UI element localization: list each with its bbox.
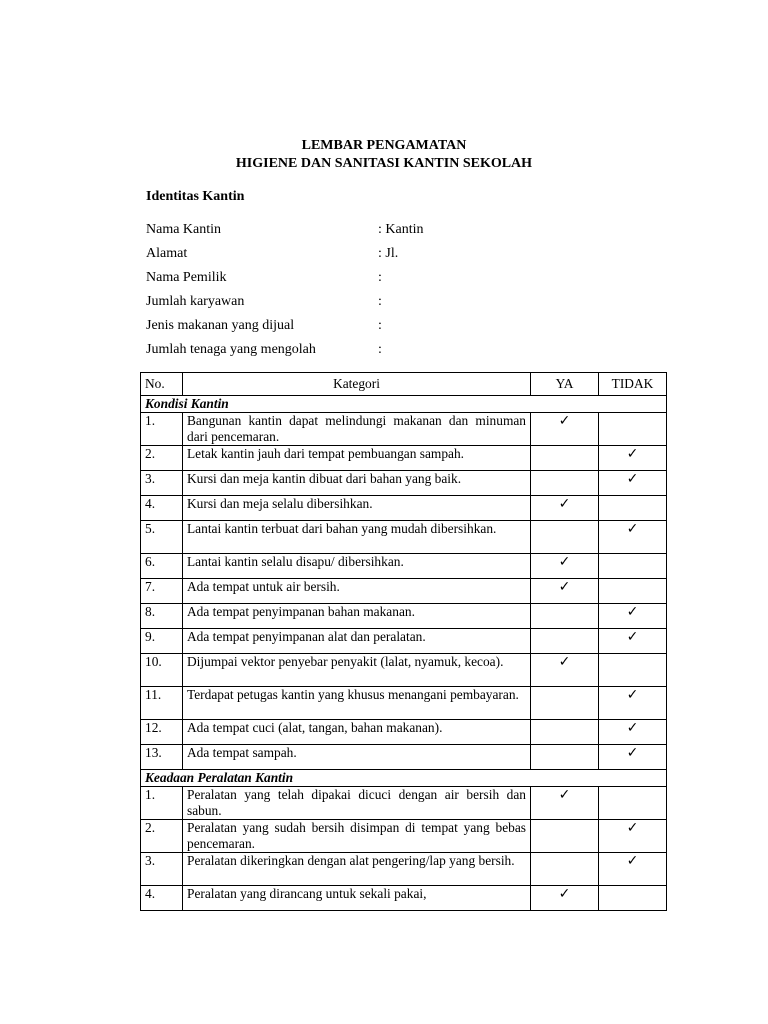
header-tidak: TIDAK bbox=[599, 373, 667, 396]
check-icon: ✓ bbox=[626, 446, 639, 462]
tidak-cell bbox=[599, 471, 667, 496]
check-icon: ✓ bbox=[558, 886, 571, 902]
table-row bbox=[141, 787, 667, 820]
check-icon: ✓ bbox=[626, 745, 639, 761]
row-number: 11. bbox=[141, 687, 183, 720]
row-number: 5. bbox=[141, 521, 183, 554]
ya-cell bbox=[531, 579, 599, 604]
row-number: 1. bbox=[141, 787, 183, 820]
table-row bbox=[141, 446, 667, 471]
tidak-cell bbox=[599, 579, 667, 604]
check-icon: ✓ bbox=[558, 787, 571, 803]
tidak-cell bbox=[599, 604, 667, 629]
check-icon: ✓ bbox=[626, 471, 639, 487]
tidak-cell bbox=[599, 554, 667, 579]
row-number: 9. bbox=[141, 629, 183, 654]
row-description: Terdapat petugas kantin yang khusus menangani pembayaran. bbox=[183, 687, 531, 720]
row-description: Lantai kantin selalu disapu/ dibersihkan. bbox=[183, 554, 531, 579]
ya-cell bbox=[531, 745, 599, 770]
check-icon: ✓ bbox=[626, 853, 639, 869]
table-header-row bbox=[141, 373, 667, 396]
ya-cell bbox=[531, 413, 599, 446]
ya-cell bbox=[531, 471, 599, 496]
check-icon: ✓ bbox=[626, 521, 639, 537]
table-row bbox=[141, 554, 667, 579]
document-title: LEMBAR PENGAMATAN bbox=[301, 138, 467, 153]
row-description: Ada tempat penyimpanan alat dan peralatan. bbox=[183, 629, 531, 654]
tidak-cell bbox=[599, 521, 667, 554]
tidak-cell bbox=[599, 496, 667, 521]
tidak-cell bbox=[599, 654, 667, 687]
identitas-value: : bbox=[378, 318, 382, 333]
row-number: 12. bbox=[141, 720, 183, 745]
table-row bbox=[141, 720, 667, 745]
identitas-label: Alamat bbox=[146, 246, 188, 261]
ya-cell bbox=[531, 886, 599, 911]
row-number: 7. bbox=[141, 579, 183, 604]
row-number: 2. bbox=[141, 446, 183, 471]
identitas-heading: Identitas Kantin bbox=[146, 189, 245, 204]
table-row bbox=[141, 604, 667, 629]
row-description: Peralatan yang sudah bersih disimpan di tempat yang bebas pencemaran. bbox=[183, 820, 531, 853]
check-icon: ✓ bbox=[626, 629, 639, 645]
check-icon: ✓ bbox=[558, 579, 571, 595]
identitas-label: Nama Kantin bbox=[146, 222, 222, 237]
table-row bbox=[141, 413, 667, 446]
tidak-cell bbox=[599, 720, 667, 745]
row-number: 4. bbox=[141, 496, 183, 521]
row-description: Kursi dan meja selalu dibersihkan. bbox=[183, 496, 531, 521]
table-row bbox=[141, 521, 667, 554]
ya-cell bbox=[531, 521, 599, 554]
check-icon: ✓ bbox=[558, 413, 571, 429]
header-kategori: Kategori bbox=[183, 373, 531, 396]
tidak-cell bbox=[599, 853, 667, 886]
ya-cell bbox=[531, 820, 599, 853]
row-description: Letak kantin jauh dari tempat pembuangan sampah. bbox=[183, 446, 531, 471]
row-number: 4. bbox=[141, 886, 183, 911]
tidak-cell bbox=[599, 687, 667, 720]
table-row bbox=[141, 579, 667, 604]
row-description: Peralatan yang dirancang untuk sekali pakai, bbox=[183, 886, 531, 911]
check-icon: ✓ bbox=[626, 720, 639, 736]
table-row bbox=[141, 496, 667, 521]
section-row bbox=[141, 396, 667, 413]
ya-cell bbox=[531, 720, 599, 745]
row-description: Peralatan yang telah dipakai dicuci dengan air bersih dan sabun. bbox=[183, 787, 531, 820]
row-description: Lantai kantin terbuat dari bahan yang mudah dibersihkan. bbox=[183, 521, 531, 554]
check-icon: ✓ bbox=[626, 687, 639, 703]
identitas-label: Jumlah karyawan bbox=[146, 294, 245, 309]
row-number: 2. bbox=[141, 820, 183, 853]
identitas-value: : bbox=[378, 342, 382, 357]
identitas-label: Nama Pemilik bbox=[146, 270, 227, 285]
row-number: 1. bbox=[141, 413, 183, 446]
row-description: Bangunan kantin dapat melindungi makanan dan minuman dari pencemaran. bbox=[183, 413, 531, 446]
row-number: 13. bbox=[141, 745, 183, 770]
identitas-value: : bbox=[378, 294, 382, 309]
table-body bbox=[141, 396, 667, 911]
row-description: Dijumpai vektor penyebar penyakit (lalat, nyamuk, kecoa). bbox=[183, 654, 531, 687]
row-description: Ada tempat cuci (alat, tangan, bahan makanan). bbox=[183, 720, 531, 745]
table-row bbox=[141, 471, 667, 496]
identitas-value: : bbox=[378, 270, 382, 285]
check-icon: ✓ bbox=[558, 554, 571, 570]
table-row bbox=[141, 853, 667, 886]
check-icon: ✓ bbox=[626, 604, 639, 620]
table-row bbox=[141, 820, 667, 853]
tidak-cell bbox=[599, 820, 667, 853]
ya-cell bbox=[531, 654, 599, 687]
tidak-cell bbox=[599, 629, 667, 654]
section-row bbox=[141, 770, 667, 787]
row-description: Ada tempat sampah. bbox=[183, 745, 531, 770]
ya-cell bbox=[531, 853, 599, 886]
identitas-label: Jenis makanan yang dijual bbox=[146, 318, 295, 333]
row-description: Ada tempat untuk air bersih. bbox=[183, 579, 531, 604]
row-description: Peralatan dikeringkan dengan alat pengering/lap yang bersih. bbox=[183, 853, 531, 886]
section-title: Keadaan Peralatan Kantin bbox=[141, 770, 667, 787]
table-row bbox=[141, 687, 667, 720]
section-title: Kondisi Kantin bbox=[141, 396, 667, 413]
ya-cell bbox=[531, 629, 599, 654]
check-icon: ✓ bbox=[626, 820, 639, 836]
table-row bbox=[141, 629, 667, 654]
ya-cell bbox=[531, 446, 599, 471]
tidak-cell bbox=[599, 787, 667, 820]
table-row bbox=[141, 654, 667, 687]
ya-cell bbox=[531, 554, 599, 579]
row-number: 10. bbox=[141, 654, 183, 687]
tidak-cell bbox=[599, 413, 667, 446]
observation-table bbox=[140, 372, 667, 911]
tidak-cell bbox=[599, 886, 667, 911]
row-description: Ada tempat penyimpanan bahan makanan. bbox=[183, 604, 531, 629]
row-description: Kursi dan meja kantin dibuat dari bahan yang baik. bbox=[183, 471, 531, 496]
tidak-cell bbox=[599, 446, 667, 471]
row-number: 3. bbox=[141, 471, 183, 496]
ya-cell bbox=[531, 687, 599, 720]
ya-cell bbox=[531, 604, 599, 629]
table-row bbox=[141, 745, 667, 770]
identitas-value: : Kantin bbox=[378, 222, 424, 237]
identitas-label: Jumlah tenaga yang mengolah bbox=[146, 342, 316, 357]
tidak-cell bbox=[599, 745, 667, 770]
header-ya: YA bbox=[531, 373, 599, 396]
header-no: No. bbox=[141, 373, 183, 396]
ya-cell bbox=[531, 787, 599, 820]
ya-cell bbox=[531, 496, 599, 521]
table-row bbox=[141, 886, 667, 911]
check-icon: ✓ bbox=[558, 496, 571, 512]
check-icon: ✓ bbox=[558, 654, 571, 670]
row-number: 6. bbox=[141, 554, 183, 579]
identitas-value: : Jl. bbox=[378, 246, 399, 261]
row-number: 3. bbox=[141, 853, 183, 886]
row-number: 8. bbox=[141, 604, 183, 629]
document-subtitle: HIGIENE DAN SANITASI KANTIN SEKOLAH bbox=[235, 156, 533, 171]
